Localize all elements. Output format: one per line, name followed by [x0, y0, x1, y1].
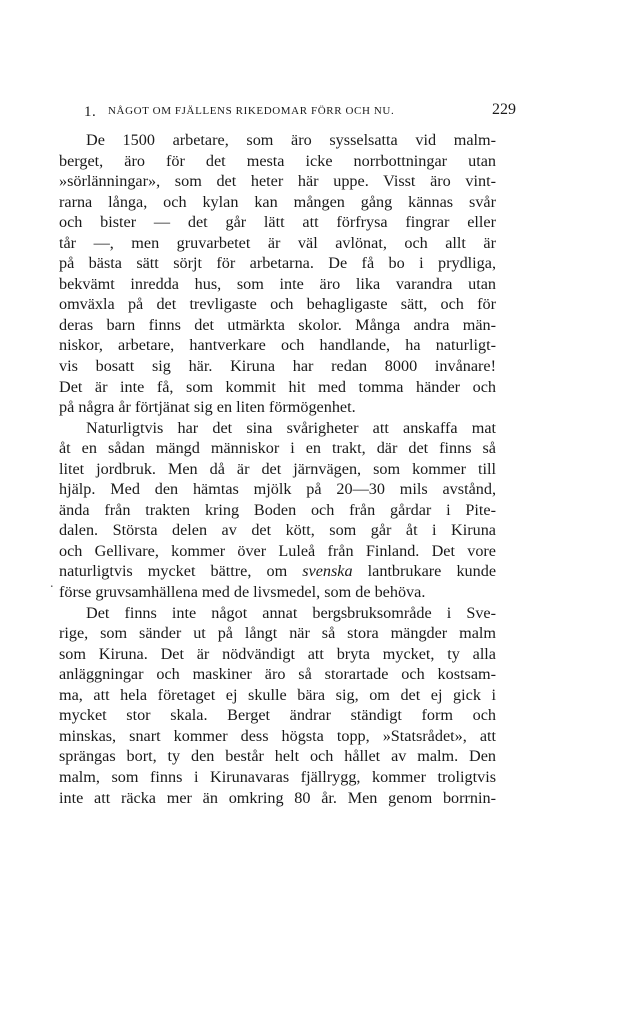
text-line: på några år förtjänat sig en liten förmögenhet.	[59, 398, 356, 417]
text-line: som Kiruna. Det är nödvändigt att bryta mycket, ty alla	[59, 644, 496, 663]
text-line: inte att räcka mer än omkring 80 år. Men genom borrnin-	[59, 788, 496, 807]
text-line: förse gruvsamhällena med de livsmedel, som de behöva.	[59, 583, 426, 602]
text-line: minskas, snart kommer dess högsta topp, »Statsrådet», att	[59, 726, 496, 745]
chapter-number: 1.	[84, 104, 97, 120]
text-line: deras barn finns det utmärkta skolor. Många andra män-	[59, 315, 496, 334]
text-segment: naturligtvis mycket bättre, om	[59, 562, 303, 581]
text-line: ma, att hela företaget ej skulle bära sig, om det ej gick i	[59, 685, 496, 704]
text-line: malm, som finns i Kirunavaras fjällrygg, kommer troligtvis	[59, 767, 496, 786]
text-line: Det är inte få, som kommit hit med tomma händer och	[59, 377, 496, 396]
text-line: rarna långa, och kylan kan mången gång kännas svår	[59, 192, 496, 211]
text-line: omväxla på det trevligaste och behagligaste sätt, och för	[59, 295, 496, 314]
emphasis-word: svenska	[302, 562, 353, 581]
text-line: sprängas bort, ty den består helt och hållet av malm. Den	[59, 747, 496, 766]
margin-mark: .	[50, 576, 54, 591]
body-text	[59, 130, 496, 808]
text-line: åt en sådan mängd människor i en trakt, där det finns så	[59, 439, 496, 458]
text-line: Naturligtvis har det sina svårigheter att anskaffa mat	[86, 418, 496, 437]
text-line: mycket stor skala. Berget ändrar ständigt form och	[59, 706, 496, 725]
text-line: berget, äro för det mesta icke norrbottningar utan	[59, 151, 496, 170]
text-line: anläggningar och maskiner äro så storartade och kostsam-	[59, 665, 496, 684]
text-line: ända från trakten kring Boden och från gårdar i Pite-	[59, 500, 496, 519]
text-segment: lantbrukare kunde	[352, 562, 496, 581]
text-line: och bister — det går lätt att förfrysa fingrar eller	[59, 213, 496, 232]
text-line: niskor, arbetare, hantverkare och handlande, ha naturligt-	[59, 336, 496, 355]
text-line: och Gellivare, kommer över Luleå från Finland. Det vore	[59, 541, 496, 560]
text-line: dalen. Största delen av det kött, som går åt i Kiruna	[59, 521, 496, 540]
text-line: vis bosatt sig här. Kiruna har redan 8000 invånare!	[59, 357, 496, 376]
text-line: rige, som sänder ut på långt när så stora mängder malm	[59, 624, 496, 643]
page-number: 229	[492, 101, 516, 118]
chapter-title: NÅGOT OM FJÄLLENS RIKEDOMAR FÖRR OCH NU.	[108, 105, 395, 117]
text-line: De 1500 arbetare, som äro sysselsatta vid malm-	[86, 131, 496, 149]
text-line: »sörlänningar», som det heter här uppe. Visst äro vint-	[59, 172, 496, 191]
text-line: bekvämt inredda hus, som inte äro lika varandra utan	[59, 274, 496, 293]
text-line: Det finns inte något annat bergsbruksområde i Sve-	[86, 603, 496, 622]
text-line-with-emphasis	[59, 561, 496, 582]
text-line: litet jordbruk. Men då är det järnvägen, som kommer till	[59, 459, 496, 478]
text-line: tår —, men gruvarbetet är väl avlönat, och allt är	[59, 233, 496, 252]
text-line: på bästa sätt sörjt för arbetarna. De få bo i prydliga,	[59, 254, 496, 273]
text-line: hjälp. Med den hämtas mjölk på 20—30 mils avstånd,	[59, 480, 496, 499]
running-head	[84, 100, 516, 124]
